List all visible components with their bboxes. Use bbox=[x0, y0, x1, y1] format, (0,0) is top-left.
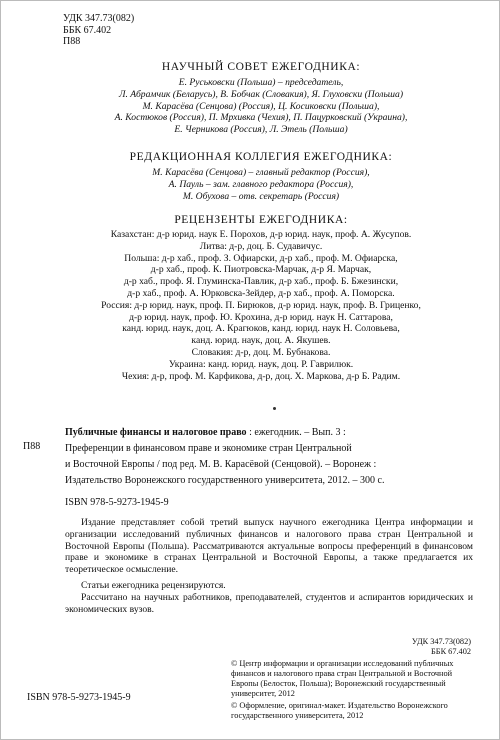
council-line: Е. Черникова (Россия), Л. Этель (Польша) bbox=[174, 124, 348, 136]
reviewers-heading: РЕЦЕНЗЕНТЫ ЕЖЕГОДНИКА: bbox=[174, 214, 348, 226]
editorial-board bbox=[31, 151, 491, 202]
bib-line-title bbox=[65, 425, 495, 441]
reviewer-line-russia: Россия: д-р юрид. наук, проф. П. Бирюков, д-р юрид. наук, проф. В. Гриценко, bbox=[101, 299, 421, 311]
classification-block bbox=[63, 13, 203, 48]
annotation bbox=[65, 517, 473, 615]
footer-classification bbox=[361, 637, 471, 657]
bbk-code: ББК 67.402 bbox=[63, 24, 112, 36]
council-line: Е. Руськовски (Польша) – председатель, bbox=[178, 77, 344, 88]
reviewers bbox=[31, 214, 491, 382]
bib-line: и Восточной Европы / под ред. М. В. Карасёвой (Сенцовой). – Воронеж : bbox=[65, 459, 377, 470]
reviewer-line-slovakia: Словакия: д-р, доц. М. Бубнакова. bbox=[191, 346, 331, 358]
footer-udc: УДК 347.73(082) bbox=[411, 637, 471, 646]
reviewer-line: канд. юрид. наук, доц. А. Якушев. bbox=[191, 335, 331, 347]
footer-isbn: ISBN 978-5-9273-1945-9 bbox=[27, 692, 131, 703]
reviewer-line: д-р хаб., проф. А. Юрковска-Зейдер, д-р хаб., проф. А. Поморска. bbox=[127, 287, 395, 299]
copyright-line: © Центр информации и организации исследований публичных финансов и налогового права стран Центральной и Восточной Европы (Белосток, Польша); Воронежский государственный университет, 2012 bbox=[231, 659, 454, 698]
bib-title: Публичные финансы и налоговое право bbox=[65, 427, 247, 438]
copyright-line: © Оформление, оригинал-макет. Издательство Воронежского государственного университета, 2012 bbox=[231, 701, 448, 720]
editorial-line: А. Пауль – зам. главного редактора (Россия), bbox=[168, 178, 354, 190]
reviewer-line-kazakhstan: Казахстан: д-р юрид. наук Е. Порохов, д-р юрид. наук, проф. А. Жусупов. bbox=[110, 229, 412, 240]
separator-dot bbox=[273, 407, 276, 410]
editorial-list bbox=[31, 167, 491, 202]
council-line: М. Карасёва (Сенцова) (Россия), Ц. Косиковски (Польша), bbox=[142, 100, 380, 112]
bib-line: Преференции в финансовом праве и экономике стран Центральной bbox=[65, 443, 352, 454]
bib-line: Издательство Воронежского государственного университета, 2012. – 300 с. bbox=[65, 475, 385, 486]
reviewer-line: канд. юрид. наук, доц. А. Крагюков, канд. юрид. наук Н. Соловьева, bbox=[122, 323, 400, 335]
editorial-line: М. Обухова – отв. секретарь (Россия) bbox=[182, 190, 340, 202]
bib-isbn: ISBN 978-5-9273-1945-9 bbox=[65, 497, 169, 508]
reviewers-list bbox=[31, 229, 491, 382]
author-mark: П88 bbox=[63, 36, 81, 47]
reviewer-line-lithuania: Литва: д-р, доц. Б. Судавичус. bbox=[199, 240, 323, 252]
footer-bbk: ББК 67.402 bbox=[431, 647, 471, 656]
council-line: Л. Абрамчик (Беларусь), В. Бобчак (Словакия), Я. Глуховски (Польша) bbox=[118, 88, 404, 100]
council-heading: НАУЧНЫЙ СОВЕТ ЕЖЕГОДНИКА: bbox=[161, 61, 361, 73]
bibliographic-record bbox=[65, 425, 495, 489]
scientific-council bbox=[31, 61, 491, 136]
editorial-line: М. Карасёва (Сенцова) – главный редактор (Россия), bbox=[152, 167, 370, 178]
annotation-paragraph: Рассчитано на научных работников, преподавателей, студентов и аспирантов юридических и экономических вузов. bbox=[65, 591, 473, 615]
bib-mark: П88 bbox=[23, 441, 41, 452]
reviewer-line: д-р хаб., проф. Я. Глуминска-Павлик, д-р хаб., проф. Б. Бжезински, bbox=[123, 276, 399, 288]
udc-code: УДК 347.73(082) bbox=[63, 13, 135, 24]
reviewer-line-poland: Польша: д-р хаб., проф. З. Офиарски, д-р хаб., проф. М. Офиарска, bbox=[124, 252, 398, 264]
reviewer-line-czechia: Чехия: д-р, проф. М. Карфикова, д-р, доц. Х. Маркова, д-р Б. Радим. bbox=[121, 370, 401, 382]
reviewer-line: д-р хаб., проф. К. Пиотровска-Марчак, д-р Я. Марчак, bbox=[150, 264, 372, 276]
reviewer-line: д-р юрид. наук, проф. Ю. Крохина, д-р юрид. наук Н. Саттарова, bbox=[129, 311, 393, 323]
bib-title-rest: : ежегодник. – Вып. 3 : bbox=[246, 427, 346, 438]
reviewer-line-ukraine: Украина: канд. юрид. наук, доц. Р. Гаврилюк. bbox=[168, 358, 354, 370]
council-line: А. Костюков (Россия), П. Мрхивка (Чехия), П. Пацурковский (Украина), bbox=[114, 112, 408, 124]
editorial-heading: РЕДАКЦИОННАЯ КОЛЛЕГИЯ ЕЖЕГОДНИКА: bbox=[129, 151, 393, 163]
annotation-paragraph: Издание представляет собой третий выпуск научного ежегодника Центра информации и организации исследований публичных финансов и налогового права стран Центральной и Восточной Европы (Польша). Рассматриваются актуальные вопросы преференций в финансовом праве и экономике в странах Центральной и Восточной Европы, а также предлагается их теоретическое осмысление. bbox=[65, 517, 473, 576]
copyright-block bbox=[231, 659, 481, 721]
annotation-paragraph: Статьи ежегодника рецензируются. bbox=[81, 579, 226, 591]
council-list bbox=[31, 77, 491, 136]
